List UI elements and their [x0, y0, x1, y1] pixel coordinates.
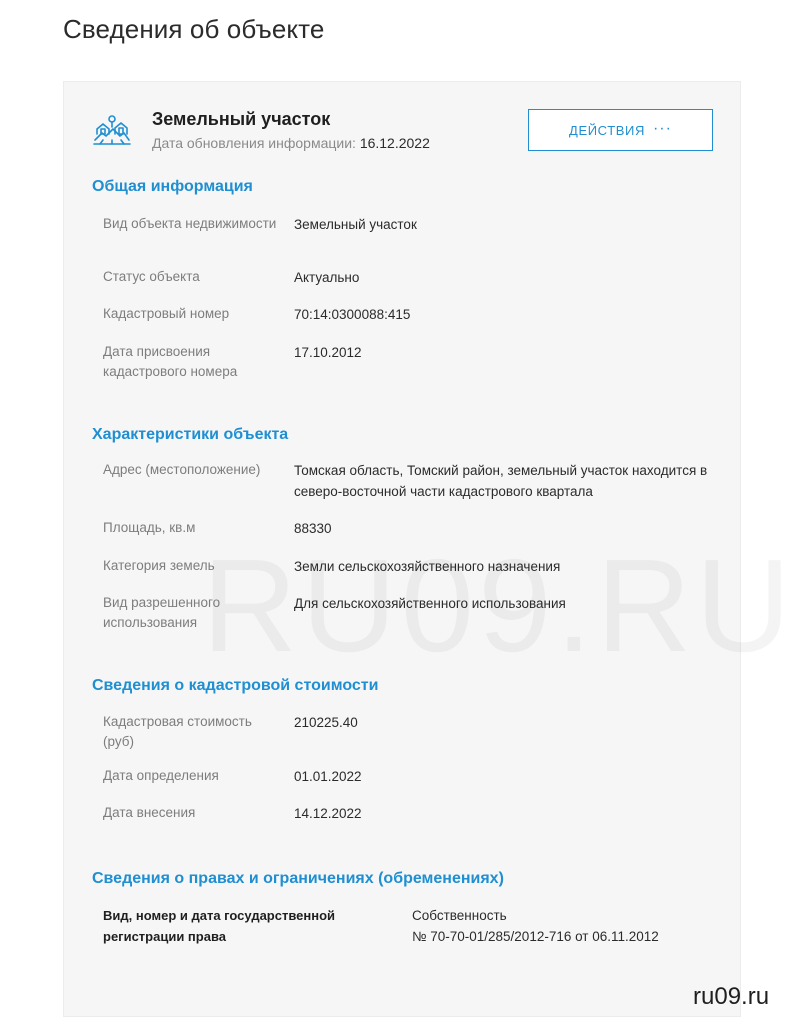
row-value-determination-date: 01.01.2022	[294, 769, 362, 784]
row-value-object-type: Земельный участок	[294, 217, 417, 232]
row-value-cadastral-number: 70:14:0300088:415	[294, 307, 411, 322]
rights-value	[412, 905, 722, 947]
rights-type: Собственность	[412, 908, 507, 923]
section-title-cadastral-value: Сведения о кадастровой стоимости	[92, 677, 379, 694]
object-name: Земельный участок	[152, 109, 331, 129]
update-date: 16.12.2022	[359, 135, 430, 151]
section-title-rights: Сведения о правах и ограничениях (обременениях)	[92, 870, 504, 887]
row-label-assignment-date: Дата присвоения кадастрового номера	[103, 344, 238, 379]
row-value-assignment-date: 17.10.2012	[294, 345, 362, 360]
section-title-general: Общая информация	[92, 178, 253, 195]
row-value-permitted-use: Для сельскохозяйственного использования	[294, 596, 566, 611]
row-value-area: 88330	[294, 521, 332, 536]
row-label-cadastral-value: Кадастровая стоимость (руб)	[103, 714, 252, 749]
row-label-land-category: Категория земель	[103, 558, 215, 573]
row-label-permitted-use: Вид разрешенного использования	[103, 595, 221, 630]
row-label-determination-date: Дата определения	[103, 768, 219, 783]
object-card	[63, 81, 741, 1017]
row-label-area: Площадь, кв.м	[103, 520, 196, 535]
rights-registration-number: № 70-70-01/285/2012-716 от 06.11.2012	[412, 929, 659, 944]
actions-label: ДЕЙСТВИЯ	[569, 122, 645, 138]
row-label-address: Адрес (местоположение)	[103, 462, 261, 477]
page-title: Сведения об объекте	[63, 14, 325, 44]
row-value-entry-date: 14.12.2022	[294, 806, 362, 821]
update-info	[152, 135, 430, 151]
row-label-object-type: Вид объекта недвижимости	[103, 216, 277, 231]
row-value-address: Томская область, Томский район, земельный участок находится в северо-восточной части кадастрового квартала	[294, 463, 708, 499]
site-watermark-brand: ru09.ru	[693, 983, 770, 1010]
row-value-land-category: Земли сельскохозяйственного назначения	[294, 559, 561, 574]
rights-label: Вид, номер и дата государственной регистрации права	[103, 908, 336, 944]
land-plot-icon	[93, 113, 131, 147]
update-label: Дата обновления информации:	[152, 135, 356, 151]
row-value-status: Актуально	[294, 270, 360, 285]
row-label-entry-date: Дата внесения	[103, 805, 196, 820]
more-dots-icon: ···	[652, 120, 672, 137]
section-title-characteristics: Характеристики объекта	[92, 426, 289, 443]
actions-button[interactable]	[528, 109, 713, 151]
row-label-cadastral-number: Кадастровый номер	[103, 306, 230, 321]
row-value-cadastral-value: 210225.40	[294, 715, 358, 730]
row-label-status: Статус объекта	[103, 269, 200, 284]
